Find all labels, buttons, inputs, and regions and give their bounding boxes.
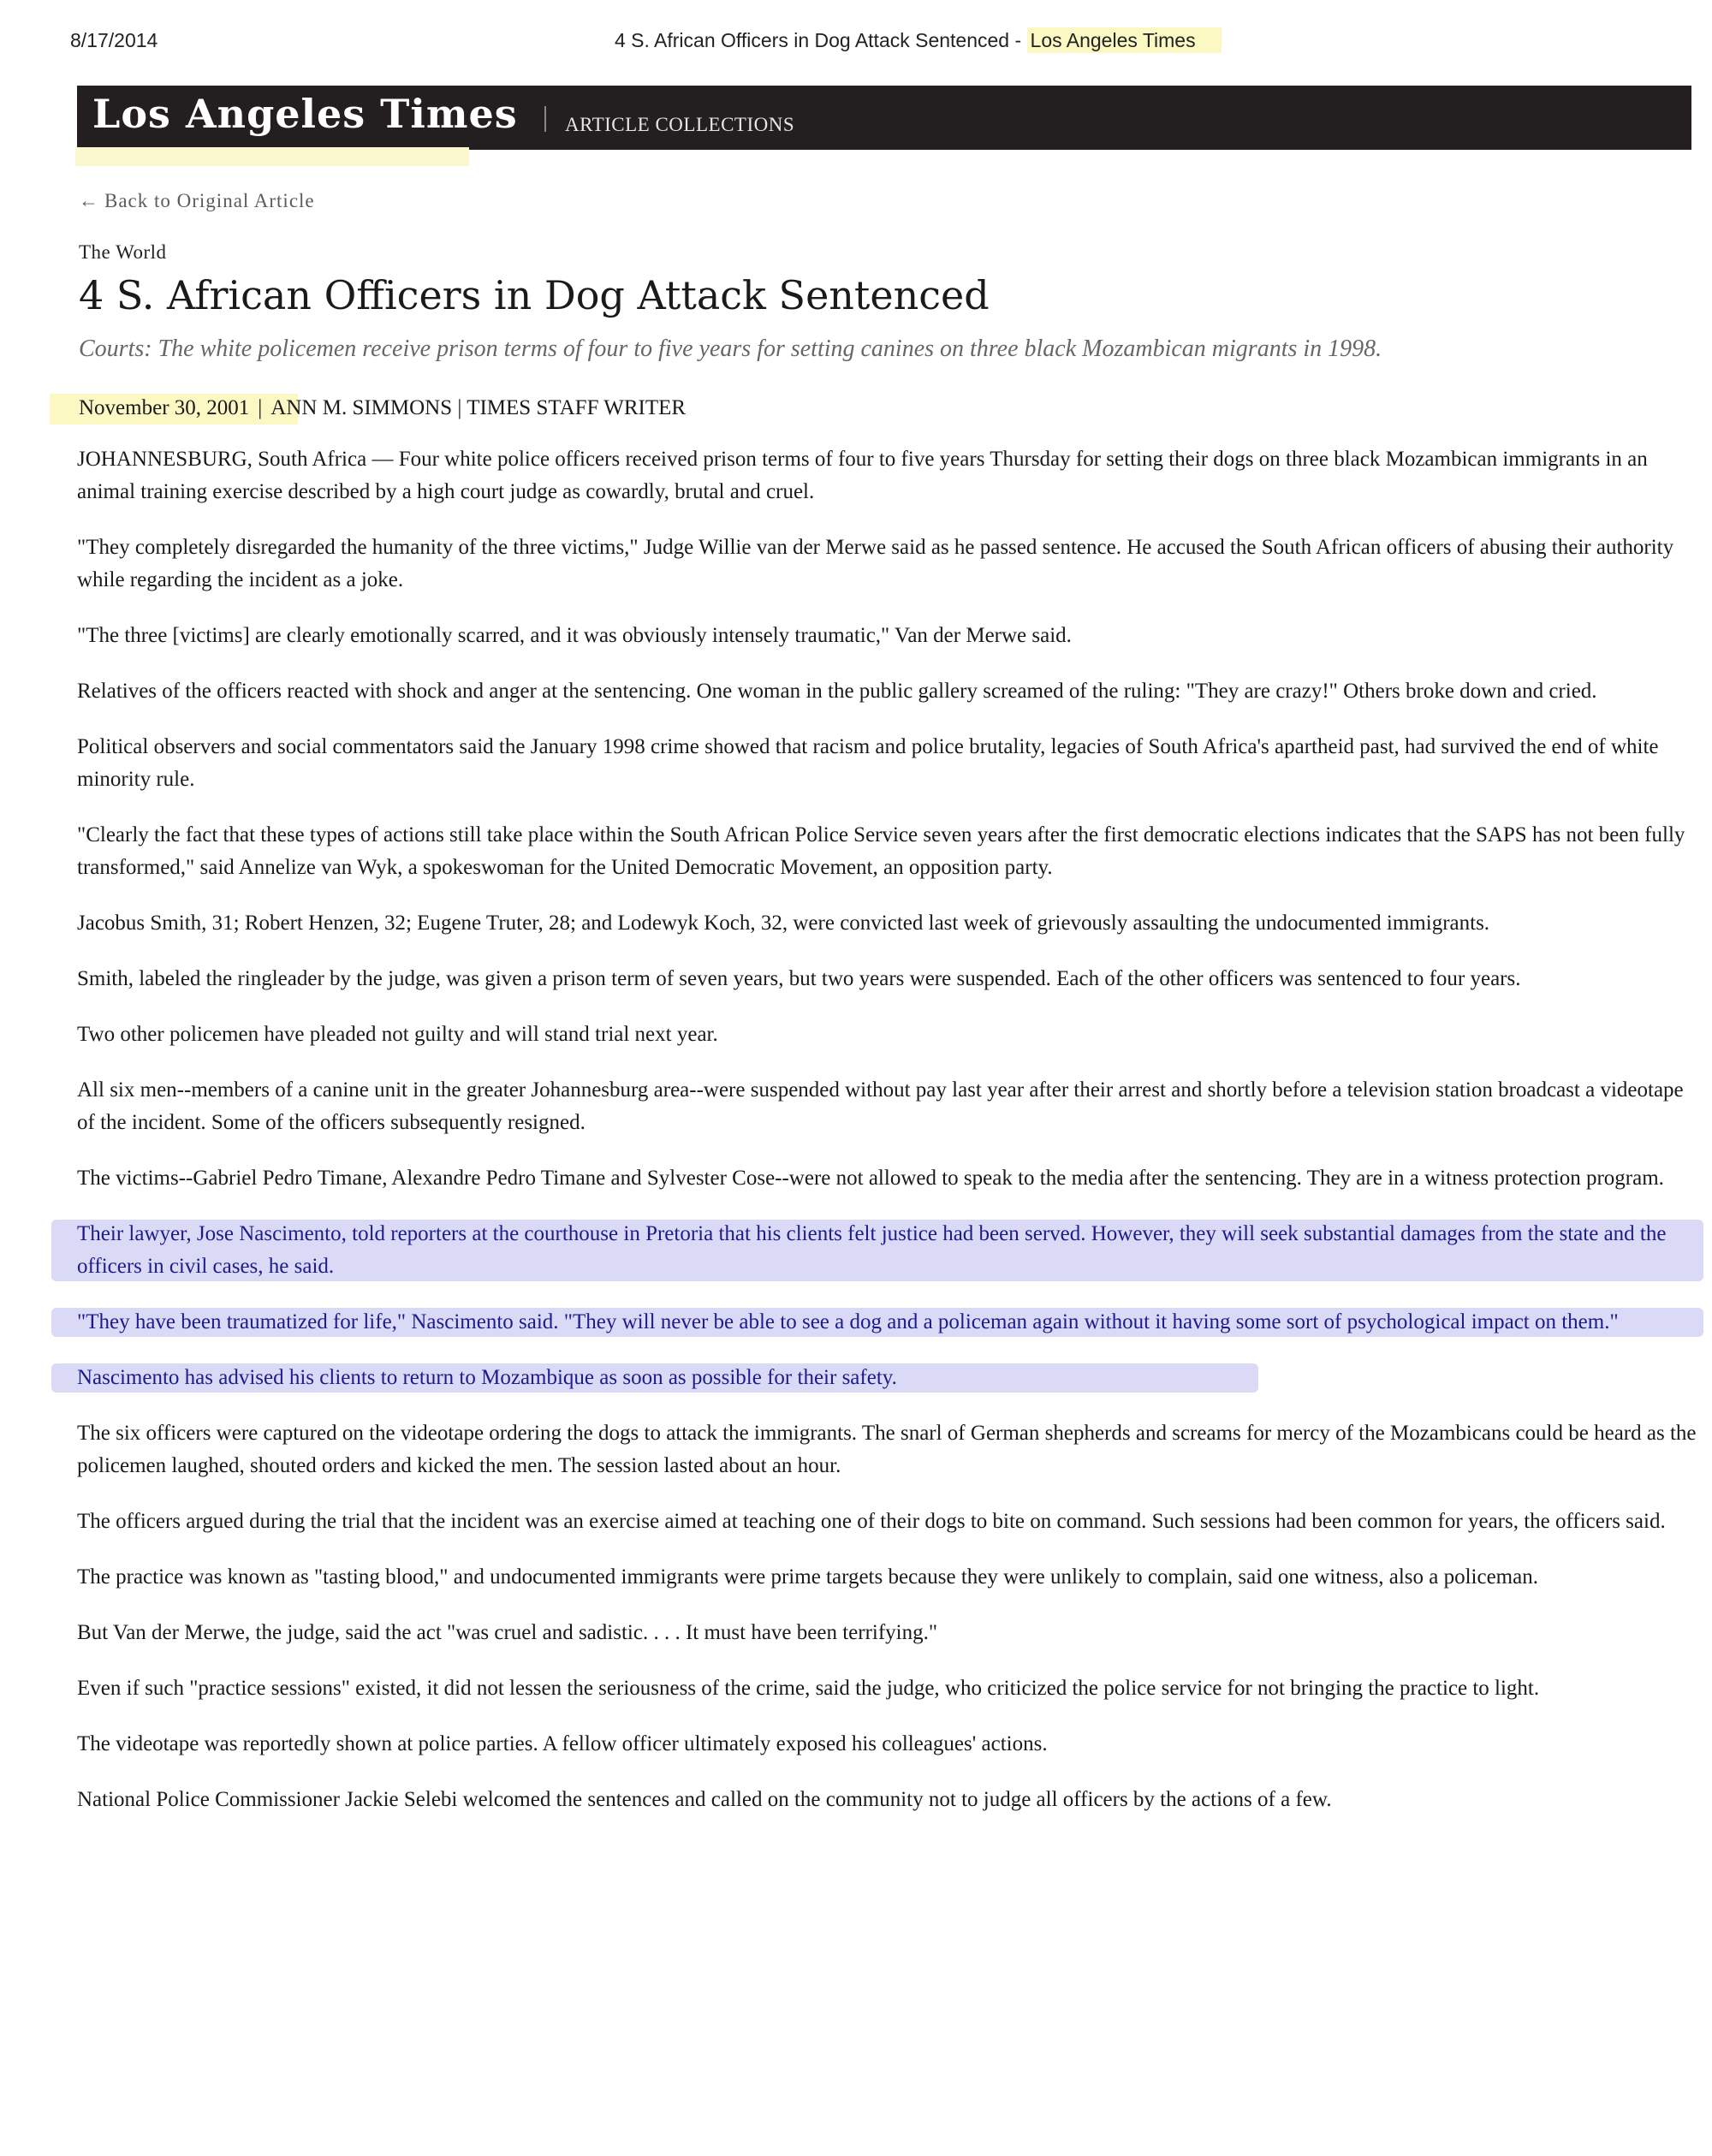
paragraph: "The three [victims] are clearly emotionally scarred, and it was obviously intensely traumatic," Van der Merwe said.	[77, 624, 1072, 647]
paragraph: The six officers were captured on the videotape ordering the dogs to attack the immigrants. The snarl of German shepherds and screams for mercy of the Mozambicans could be heard as the policemen laughed, shouted orders and kicked the men. The session lasted about an hour.	[77, 1422, 1697, 1477]
highlighted-paragraph: "They have been traumatized for life," Nascimento said. "They will never be able to see a dog and a policeman again without it having some sort of psychological impact on them."	[77, 1306, 1703, 1339]
masthead	[77, 86, 1691, 150]
section-kicker: The World	[79, 241, 167, 263]
paragraph: Two other policemen have pleaded not guilty and will stand trial next year.	[77, 1023, 718, 1046]
paragraph: The officers argued during the trial that the incident was an exercise aimed at teaching one of their dogs to bite on command. Such sessions had been common for years, the officers said.	[77, 1510, 1666, 1533]
left-arrow-icon: ←	[79, 190, 99, 211]
back-link-label: Back to Original Article	[104, 190, 315, 211]
print-title-site: Los Angeles Times	[1027, 27, 1222, 53]
paragraph: Political observers and social commentators said the January 1998 crime showed that racism and police brutality, legacies of South Africa's apartheid past, had survived the end of white minority rule.	[77, 735, 1659, 791]
print-date: 8/17/2014	[70, 29, 158, 51]
paragraph: The videotape was reportedly shown at police parties. A fellow officer ultimately exposed his colleagues' actions.	[77, 1732, 1048, 1755]
article-deck: Courts: The white policemen receive prison terms of four to five years for setting canines on three black Mozambican migrants in 1998.	[79, 336, 1382, 362]
paragraph: All six men--members of a canine unit in the greater Johannesburg area--were suspended without pay last year after their arrest and shortly before a television station broadcast a videotape of the incident. Some of the officers subsequently resigned.	[77, 1078, 1684, 1134]
paragraph: Smith, labeled the ringleader by the judge, was given a prison term of seven years, but two years were suspended. Each of the other officers was sentenced to four years.	[77, 967, 1521, 990]
paragraph: Even if such "practice sessions" existed, it did not lessen the seriousness of the crime, said the judge, who criticized the police service for not bringing the practice to light.	[77, 1677, 1540, 1700]
highlighted-paragraph: Nascimento has advised his clients to return to Mozambique as soon as possible for their safety.	[77, 1362, 1703, 1394]
print-title-prefix: 4 S. African Officers in Dog Attack Sentenced -	[615, 29, 1027, 51]
highlighted-paragraph: Their lawyer, Jose Nascimento, told reporters at the courthouse in Pretoria that his clients felt justice had been served. However, they will seek substantial damages from the state and the officers in civil cases, he said.	[77, 1218, 1703, 1283]
article-headline: 4 S. African Officers in Dog Attack Sentenced	[79, 272, 990, 318]
masthead-divider	[544, 106, 546, 132]
paragraph: "They completely disregarded the humanity of the three victims," Judge Willie van der Merwe said as he passed sentence. He accused the South African officers of abusing their authority while regarding the incident as a joke.	[77, 536, 1674, 591]
print-header	[70, 29, 1712, 63]
paragraph: National Police Commissioner Jackie Selebi welcomed the sentences and called on the community not to judge all officers by the actions of a few.	[77, 1788, 1332, 1811]
paragraph: The practice was known as "tasting blood," and undocumented immigrants were prime targets because they were unlikely to complain, said one witness, also a policeman.	[77, 1565, 1538, 1589]
print-page-title	[615, 29, 1222, 52]
paragraph: Relatives of the officers reacted with shock and anger at the sentencing. One woman in the public gallery screamed of the ruling: "They are crazy!" Others broke down and cried.	[77, 680, 1597, 703]
paragraph: JOHANNESBURG, South Africa — Four white police officers received prison terms of four to five years Thursday for setting their dogs on three black Mozambican immigrants in an animal training exercise described by a high court judge as cowardly, brutal and cruel.	[77, 448, 1648, 503]
back-to-original-link[interactable]	[79, 190, 315, 212]
paragraph: The victims--Gabriel Pedro Timane, Alexandre Pedro Timane and Sylvester Cose--were not allowed to speak to the media after the sentencing. They are in a witness protection program.	[77, 1167, 1664, 1190]
site-logo[interactable]: Los Angeles Times	[92, 91, 518, 137]
byline-separator: |	[258, 396, 263, 419]
section-link-article-collections[interactable]: ARTICLE COLLECTIONS	[565, 114, 795, 135]
publish-date: November 30, 2001	[79, 396, 250, 419]
byline	[79, 396, 686, 420]
article-body	[77, 443, 1703, 1839]
paragraph: Jacobus Smith, 31; Robert Henzen, 32; Eugene Truter, 28; and Lodewyk Koch, 32, were convicted last week of grievously assaulting the undocumented immigrants.	[77, 912, 1490, 935]
author-credit: ANN M. SIMMONS | TIMES STAFF WRITER	[270, 396, 687, 419]
paragraph: But Van der Merwe, the judge, said the act "was cruel and sadistic. . . . It must have been terrifying."	[77, 1621, 938, 1644]
highlighter-mark-logo	[75, 147, 469, 166]
paragraph: "Clearly the fact that these types of actions still take place within the South African Police Service seven years after the first democratic elections indicates that the SAPS has not been fully transformed," said Annelize van Wyk, a spokeswoman for the United Democratic Movement, an opposition party.	[77, 823, 1685, 879]
